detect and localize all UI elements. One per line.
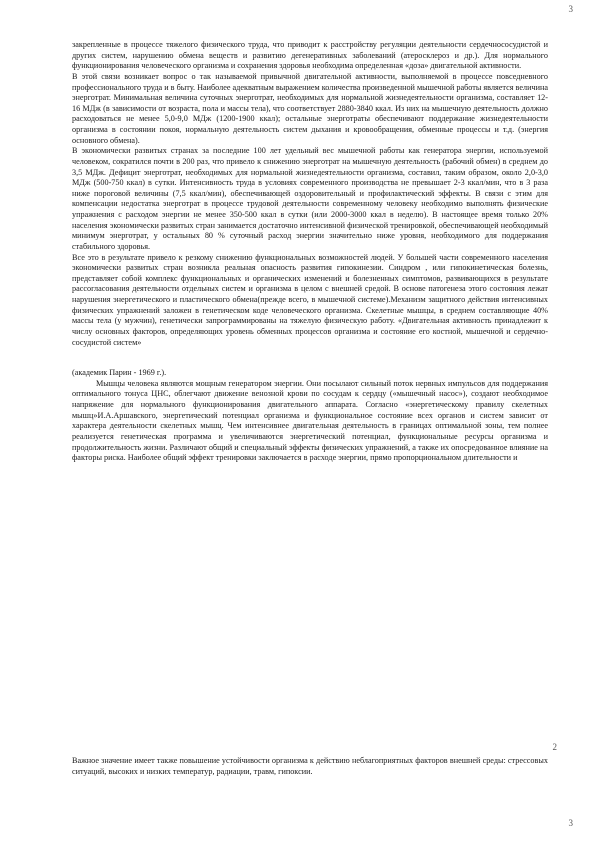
paragraph-2: В этой связи возникает вопрос о так называемой привычной двигательной активности, выполняемой в процессе повседневного профессионального труда и в быту. Наиболее адекватным выражением количества произведенной мышечной работы является величина энерготрат. Минимальная величина суточных энерготрат, необходимых для нормальной жизнедеятельности организма, составляет 12-16 МДж (в зависимости от возраста, пола и массы тела), что соответствует 2880-3840 ккал. Из них на мышечную деятельность должно расходоваться не менее 5,0-9,0 МДж (1200-1900 ккал); остальные энерготраты обеспечивают поддержание жизнедеятельности организма в состоянии покоя, нормальную деятельность систем дыхания и кровообращения, обменные процессы и т.д. (энергия основного обмена). — [72, 71, 548, 145]
paragraph-3: В экономически развитых странах за последние 100 лет удельный вес мышечной работы как генератора энергии, используемой человеком, сократился почти в 200 раз, что привело к снижению энерготрат на мышечную деятельность (рабочий обмен) в среднем до 3,5 МДж. Дефицит энерготрат, необходимых для нормальной жизнедеятельности организма, составил, таким образом, около 2,0-3,0 МДж (500-750 ккал) в сутки. Интенсивность труда в условиях современного производства не превышает 2-3 ккал/мин, что в 3 раза ниже пороговой величины (7,5 ккал/мин), обеспечивающей оздоровительный и профилактический эффекты. В связи с этим для компенсации недостатка энерготрат в процессе трудовой деятельности современному человеку необходимо выполнять физические упражнения с расходом энергии не менее 350-500 ккал в сутки (или 2000-3000 ккал в неделю). В настоящее время только 20% населения экономически развитых стран занимается достаточно интенсивной физической тренировкой, обеспечивающей необходимый минимум энерготрат, у остальных 80 % суточный расход энергии значительно ниже уровня, необходимого для поддержания стабильного здоровья. — [72, 146, 548, 251]
citation-line: (академик Парин - 1969 г.). — [72, 368, 167, 378]
paragraph-4: Все это в результате привело к резкому снижению функциональных возможностей людей. У большей части современного населения экономически развитых стран возникла реальная опасность развития гипокинезии. Синдром , или гипокинетическая болезнь, представляет собой комплекс функциональных и органических изменений и болезненных симптомов, развивающихся в результате рассогласования деятельности отдельных систем и организма в целом с внешней средой. В основе патогенеза этого состояния лежат нарушения энергетического и пластического обмена(прежде всего, в мышечной системе).Механизм защитного действия интенсивных физических упражнений заложен в генетическом коде человеческого организма. Скелетные мышцы, в среднем составляющие 40% массы тела (у мужчин), генетически запрограммированы на тяжелую физическую работу. «Двигательная активность принадлежит к числу основных факторов, определяющих уровень обменных процессов организма и состояние его костной, мышечной и сердечно-сосудистой систем» — [72, 252, 548, 347]
footer-block — [72, 756, 548, 777]
page-number-top: 3 — [568, 4, 573, 14]
footer-paragraph: Важное значение имеет также повышение устойчивости организма к действию неблагоприятных факторов внешней среды: стрессовых ситуаций, высоких и низких температур, радиации, травм, гипоксии. — [72, 756, 548, 776]
paragraph-5: Мышцы человека являются мощным генератором энергии. Они посылают сильный поток нервных импульсов для поддержания оптимального тонуса ЦНС, облегчают движение венозной крови по сосудам к сердцу («мышечный насос»), создают необходимое напряжение для нормального функционирования двигательного аппарата. Согласно «энергетическому правилу скелетных мышц»И.А.Аршавского, энергетический потенциал организма и функциональное состояние всех органов и систем зависит от характера деятельности скелетных мышц. Чем интенсивнее двигательная деятельность в границах оптимальной зоны, тем полнее реализуется генетическая программа и увеличиваются энергетический потенциал, функциональные ресурсы организма и продолжительность жизни. Различают общий и специальный эффекты физических упражнений, а также их опосредованное влияние на факторы риска. Наиболее общий эффект тренировки заключается в расходе энергии, прямо пропорциональном длительности и — [72, 378, 548, 463]
paragraph-1: закрепленные в процессе тяжелого физического труда, что приводит к расстройству регуляции деятельности сердечнососудистой и других систем, нарушению обмена веществ и развитию дегенеративных заболеваний (атеросклероз и др.). Для нормального функционирования человеческого организма и сохранения здоровья необходима определенная «доза» двигательной активности. — [72, 40, 548, 71]
document-body — [72, 40, 548, 464]
page-number-middle: 2 — [552, 742, 557, 752]
page-number-bottom: 3 — [568, 818, 573, 828]
spacer — [72, 348, 548, 368]
